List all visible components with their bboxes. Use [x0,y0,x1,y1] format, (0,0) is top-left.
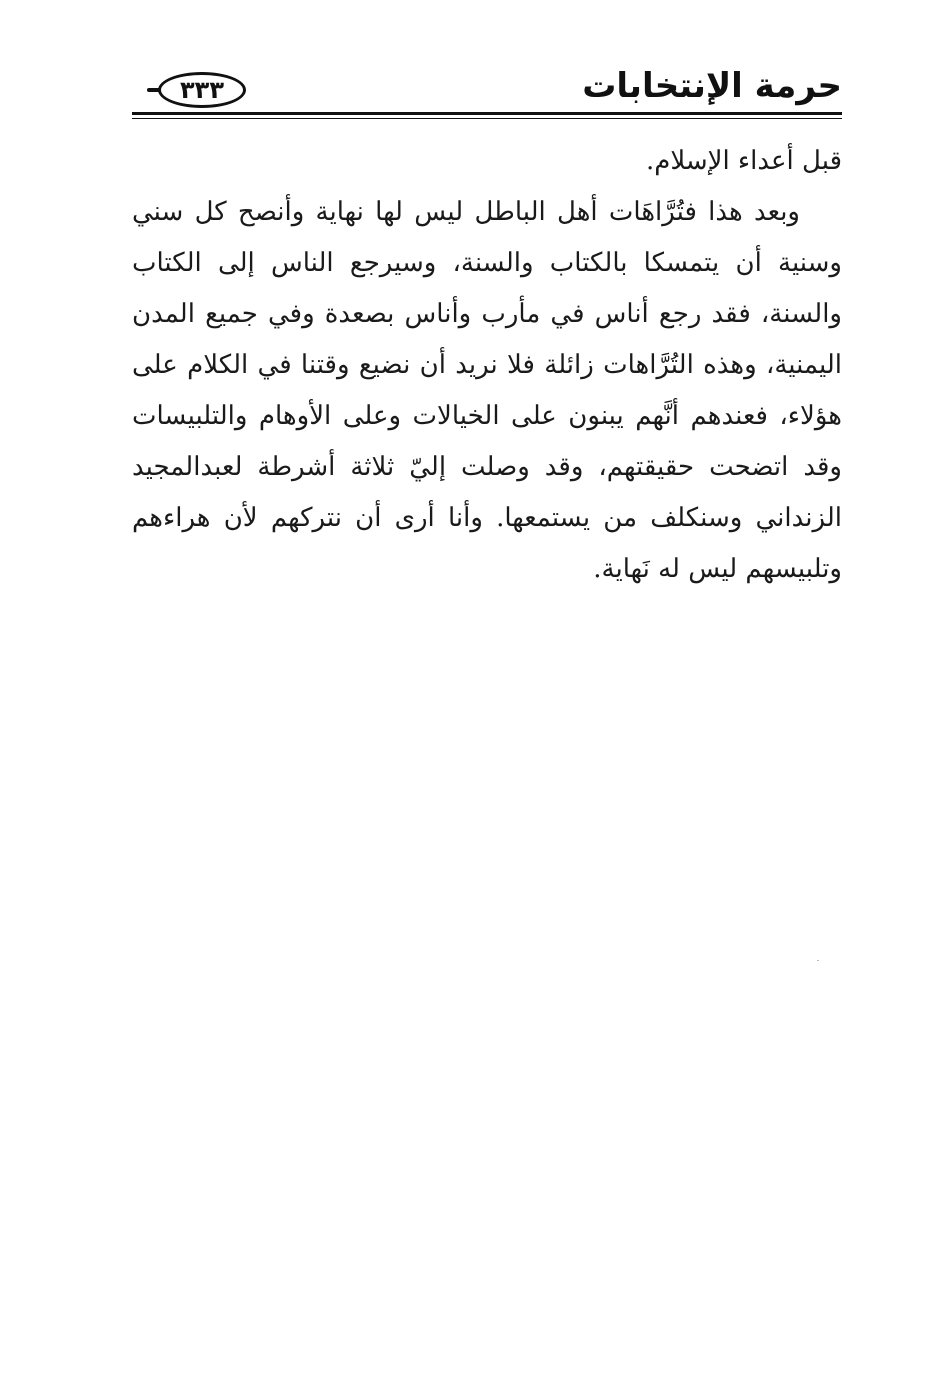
header-rule-thick [132,112,842,115]
paragraph-continuation: قبل أعداء الإسلام. [645,146,842,176]
page-number-badge [158,72,246,108]
page-body [132,136,842,595]
header-rule-thin [132,118,842,119]
scan-speck [817,960,819,961]
paragraph-main: وبعد هذا فتُرَّاهَات أهل الباطل ليس لها نهاية وأنصح كل سني وسنية أن يتمسكا بالكتاب والسنة، وسيرجع الناس إلى الكتاب والسنة، فقد رجع أناس في مأرب وأناس بصعدة وفي جميع المدن اليمنية، وهذه التُرَّاهات زائلة فلا نريد أن نضيع وقتنا في الكلام على هؤلاء، فعندهم أنَّهم يبنون على الخيالات وعلى الأوهام والتلبيسات وقد اتضحت حقيقتهم، وقد وصلت إليّ ثلاثة أشرطة لعبدالمجيد الزنداني وسنكلف من يستمعها. وأنا أرى أن نتركهم لأن هراءهم وتلبيسهم ليس له نَهاية. [132,197,842,584]
page-header [132,60,842,120]
page-number: ٣٣٣ [180,76,224,104]
running-title: حرمة الإنتخابات [582,66,842,106]
